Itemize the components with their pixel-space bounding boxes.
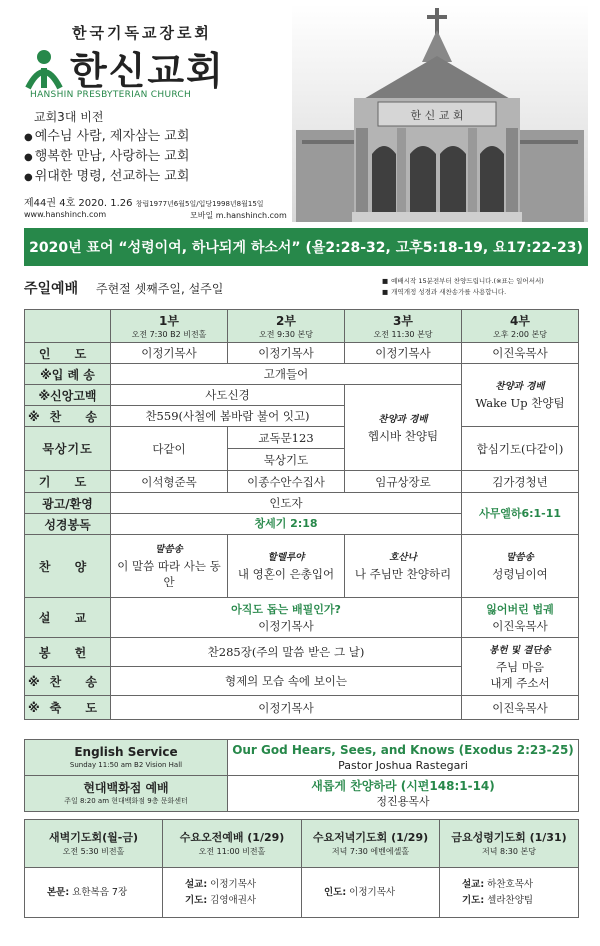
church-name-english: HANSHIN PRESBYTERIAN CHURCH <box>30 90 192 100</box>
cell-invocation-1: 이정기목사 <box>111 343 228 364</box>
meeting-header-friday: 금요성령기도회 (1/31) 저녁 8:30 본당 <box>440 820 579 868</box>
row-label-call: ※입 례 송 <box>25 364 111 385</box>
table-row <box>25 343 579 364</box>
table-header-row <box>25 310 579 343</box>
special-services-table <box>24 739 579 812</box>
department-service-detail: 새롭게 찬양하라 (시편148:1-14) 정진용목사 <box>228 776 579 812</box>
meeting-detail-wed-evening: 인도: 이정기목사 <box>302 868 440 918</box>
cell-meditation-2b: 묵상기도 <box>228 449 345 471</box>
row-label-hymn-2: ※찬 송 <box>25 667 111 696</box>
row-label-prayer: 기 도 <box>25 471 111 493</box>
corner-cell <box>25 310 111 343</box>
service-header-4: 4부 오후 2:00 본당 <box>462 310 579 343</box>
table-row <box>25 638 579 667</box>
cell-announce-123: 인도자 <box>111 493 462 514</box>
meeting-detail-dawn: 본문: 요한복음 7장 <box>25 868 163 918</box>
cell-sermon-4: 잃어버린 법궤 이진욱목사 <box>462 598 579 638</box>
service-header-2: 2부 오전 9:30 본당 <box>228 310 345 343</box>
cell-hymn-12: 찬559(사철에 봄바람 불어 잇고) <box>111 406 345 427</box>
cell-creed-12: 사도신경 <box>111 385 345 406</box>
table-row <box>25 696 579 720</box>
meeting-header-dawn: 새벽기도회(월-금) 오전 5:30 비전홀 <box>25 820 163 868</box>
cell-meditation-4: 합심기도(다같이) <box>462 427 579 471</box>
website-link[interactable]: www.hanshinch.com <box>24 210 107 219</box>
cell-prayer-3: 임규상장로 <box>345 471 462 493</box>
vision-item: ● 행복한 만남, 사랑하는 교회 <box>24 147 189 167</box>
cell-invocation-4: 이진욱목사 <box>462 343 579 364</box>
cell-anthem-2: 할렐루야 내 영혼이 은총입어 <box>228 535 345 598</box>
sunday-worship-title: 주일예배 <box>24 281 79 297</box>
worship-order-table <box>24 309 579 720</box>
worship-notes <box>382 276 544 298</box>
church-name: 한신교회 <box>70 49 225 93</box>
mobile-website-link[interactable]: 모바일 m.hanshinch.com <box>190 211 287 220</box>
cell-praise-3: 찬양과 경배 헵시바 찬양팀 <box>345 385 462 471</box>
department-service-label: 현대백화점 예배 주일 8:20 am 현대백화점 9층 문화센터 <box>25 776 228 812</box>
cell-anthem-4: 말씀송 성령님이여 <box>462 535 579 598</box>
year-motto-banner: 2020년 표어 “성령이여, 하나되게 하소서” (욜2:28-32, 고후5:18-19, 요17:22-23) <box>24 228 588 266</box>
english-service-detail: Our God Hears, Sees, and Knows (Exodus 2:23-25) Pastor Joshua Rastegari <box>228 740 579 776</box>
cell-prayer-4: 김가경청년 <box>462 471 579 493</box>
vision-item: ● 예수님 사람, 제자삼는 교회 <box>24 127 189 147</box>
cell-benediction-4: 이진욱목사 <box>462 696 579 720</box>
table-row <box>25 364 579 385</box>
cell-praise-4: 찬양과 경배 Wake Up 찬양팀 <box>462 364 579 427</box>
cell-meditation-1: 다같이 <box>111 427 228 471</box>
church-logo-icon <box>22 48 66 92</box>
row-label-sermon: 설 교 <box>25 598 111 638</box>
row-label-scripture: 성경봉독 <box>25 514 111 535</box>
vision-item: ● 위대한 명령, 선교하는 교회 <box>24 167 189 187</box>
svg-text:한 신 교 회: 한 신 교 회 <box>410 109 464 122</box>
row-label-offering: 봉 헌 <box>25 638 111 667</box>
cell-invocation-3: 이정기목사 <box>345 343 462 364</box>
table-row <box>25 598 579 638</box>
cell-meditation-2a: 교독문123 <box>228 427 345 449</box>
cell-scripture-123: 창세기 2:18 <box>111 514 462 535</box>
row-label-meditation: 묵상기도 <box>25 427 111 471</box>
cell-anthem-3: 호산나 나 주님만 찬양하리 <box>345 535 462 598</box>
row-label-announce: 광고/환영 <box>25 493 111 514</box>
church-building-image <box>292 4 588 222</box>
cell-prayer-2: 이종수안수집사 <box>228 471 345 493</box>
service-header-3: 3부 오전 11:30 본당 <box>345 310 462 343</box>
table-row <box>25 868 579 918</box>
issue-info <box>24 194 264 209</box>
vision-list <box>24 127 189 187</box>
cell-prayer-1: 이석형준목 <box>111 471 228 493</box>
worship-note: ■ 개역개정 성경과 새찬송가를 사용합니다. <box>382 287 544 298</box>
worship-note: ■ 예배시작 15분전부터 찬양드립니다.(※표는 일어서서) <box>382 276 544 287</box>
meeting-header-wed-evening: 수요저녁기도회 (1/29) 저녁 7:30 에벤에셀홀 <box>302 820 440 868</box>
table-header-row <box>25 820 579 868</box>
cell-scripture-4: 사무엘하6:1-11 <box>462 493 579 535</box>
table-row <box>25 535 579 598</box>
table-row <box>25 740 579 776</box>
table-row <box>25 471 579 493</box>
meeting-header-wed-morning: 수요오전예배 (1/29) 오전 11:00 비전홀 <box>163 820 302 868</box>
table-row <box>25 776 579 812</box>
cell-benediction-123: 이정기목사 <box>111 696 462 720</box>
cell-invocation-2: 이정기목사 <box>228 343 345 364</box>
row-label-hymn: ※찬 송 <box>25 406 111 427</box>
founding-date: 창립1977년6월5일/입당1998년8월15일 <box>135 200 264 208</box>
table-row <box>25 427 579 449</box>
sunday-worship-subtitle: 주현절 셋째주일, 설주일 <box>96 282 224 296</box>
row-label-creed: ※신앙고백 <box>25 385 111 406</box>
meeting-detail-wed-morning: 설교: 이정기목사 기도: 김영애권사 <box>163 868 302 918</box>
cell-hymn2-123: 형제의 모습 속에 보이는 <box>111 667 462 696</box>
row-label-benediction: ※축 도 <box>25 696 111 720</box>
row-label-anthem: 찬 양 <box>25 535 111 598</box>
bulletin-header <box>0 0 600 226</box>
denomination-name: 한국기독교장로회 <box>72 24 212 42</box>
cell-offering-123: 찬285장(주의 말씀 받은 그 날) <box>111 638 462 667</box>
issue-number: 제44권 4호 2020. 1.26 <box>24 198 133 209</box>
cell-sermon-123: 아직도 돕는 배필인가? 이정기목사 <box>111 598 462 638</box>
service-header-1: 1부 오전 7:30 B2 비전홀 <box>111 310 228 343</box>
row-label-invocation: 인 도 <box>25 343 111 364</box>
cell-anthem-1: 말씀송 이 말씀 따라 사는 동안 <box>111 535 228 598</box>
cell-offering-4: 봉헌 및 결단송 주님 마음 내게 주소서 <box>462 638 579 696</box>
meeting-detail-friday: 설교: 하찬호목사 기도: 셀라찬양팀 <box>440 868 579 918</box>
english-service-label: English Service Sunday 11:50 am B2 Vision Hall <box>25 740 228 776</box>
vision-title: 교회3대 비전 <box>34 110 104 124</box>
table-row <box>25 493 579 514</box>
cell-call-123: 고개들어 <box>111 364 462 385</box>
weekly-meetings-table <box>24 819 579 918</box>
